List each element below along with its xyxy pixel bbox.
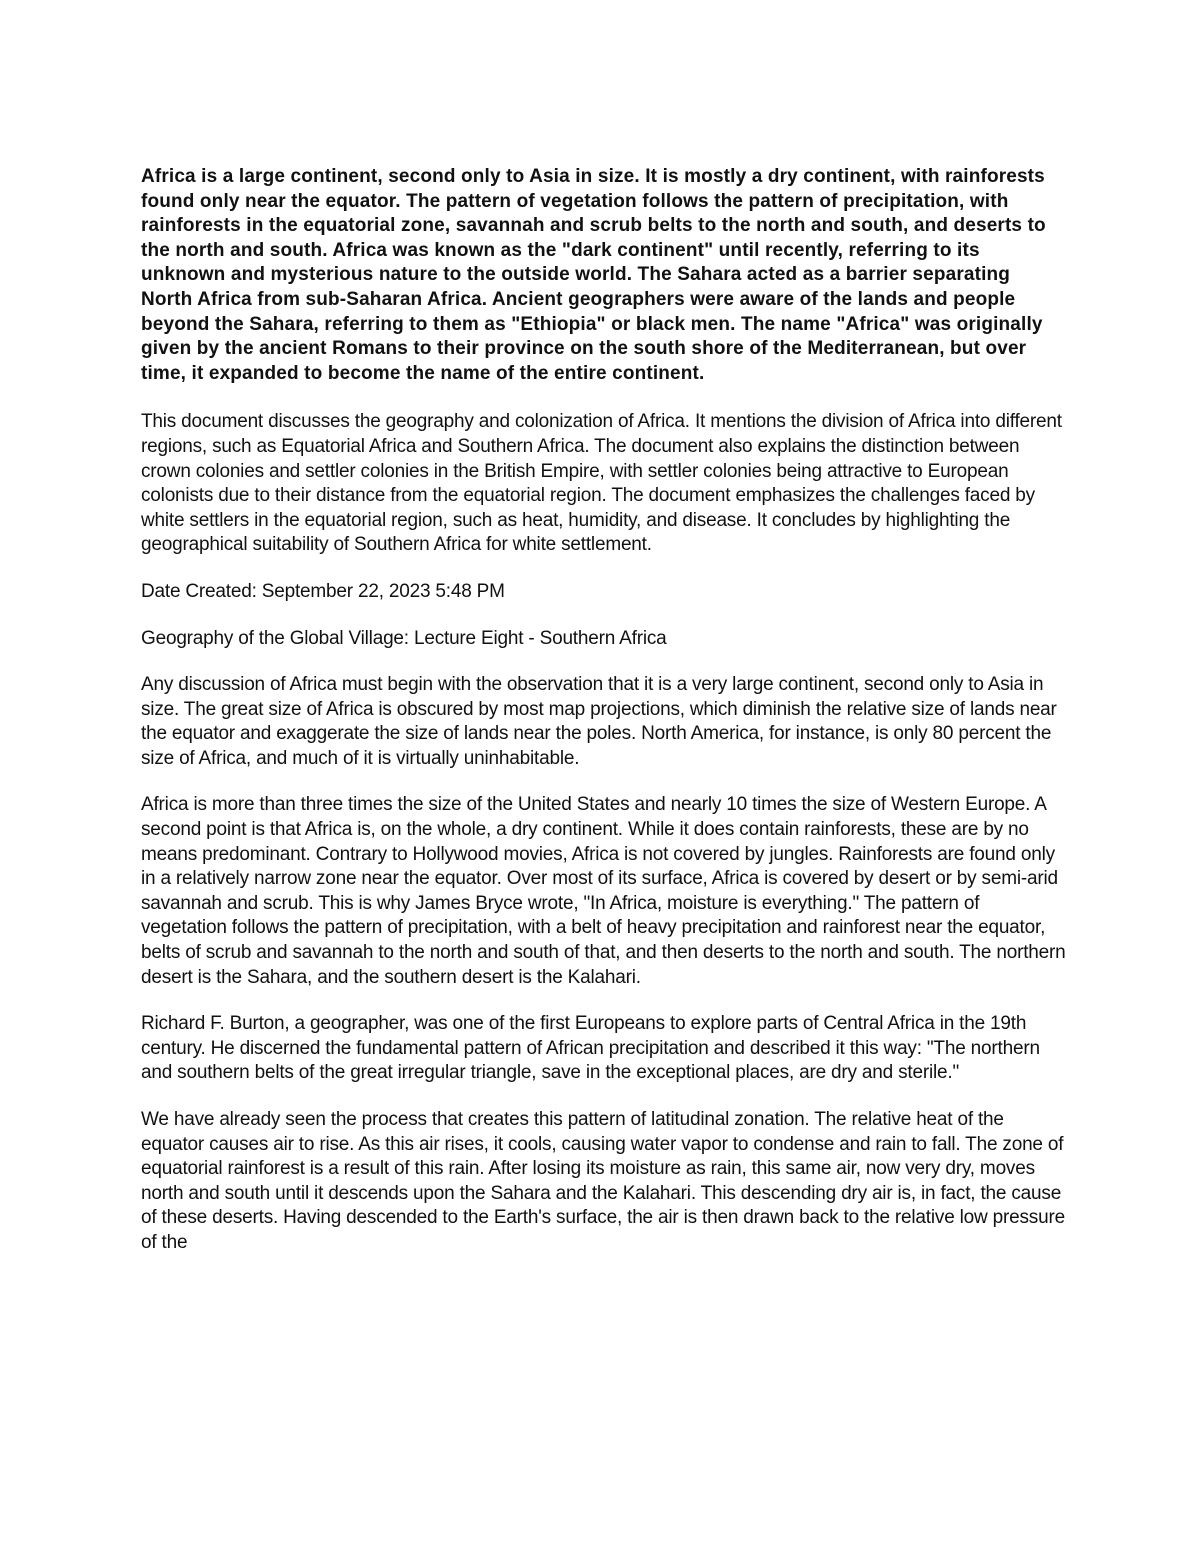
lecture-title: Geography of the Global Village: Lecture Eight - Southern Africa [141,627,667,649]
body-paragraph: Africa is more than three times the size of the United States and nearly 10 times the size of Western Europe. A second point is that Africa is, on the whole, a dry continent. While it does contain rainforests, these are by no means predominant. Contrary to Hollywood movies, Africa is not covered by jungles. Rainforests are found only in a relatively narrow zone near the equator. Over most of its surface, Africa is covered by desert or by semi-arid savannah and scrub. This is why James Bryce wrote, "In Africa, moisture is everything." The pattern of vegetation follows the pattern of precipitation, with a belt of heavy precipitation and rainforest near the equator, belts of scrub and savannah to the north and south of that, and then deserts to the north and south. The northern desert is the Sahara, and the southern desert is the Kalahari. [141,794,1066,988]
document-page [141,165,1066,1278]
body-paragraph: Richard F. Burton, a geographer, was one of the first Europeans to explore parts of Central Africa in the 19th century. He discerned the fundamental pattern of African precipitation and described it this way: "The northern and southern belts of the great irregular triangle, save in the exceptional places, are dry and sterile." [141,1013,1040,1084]
body-paragraph: Any discussion of Africa must begin with the observation that it is a very large continent, second only to Asia in size. The great size of Africa is obscured by most map projections, which diminish the relative size of lands near the equator and exaggerate the size of lands near the poles. North America, for instance, is only 80 percent the size of Africa, and much of it is virtually uninhabitable. [141,674,1057,769]
date-created: Date Created: September 22, 2023 5:48 PM [141,580,505,602]
body-paragraph: We have already seen the process that creates this pattern of latitudinal zonation. The relative heat of the equator causes air to rise. As this air rises, it cools, causing water vapor to condense and rain to fall. The zone of equatorial rainforest is a result of this rain. After losing its moisture as rain, this same air, now very dry, moves north and south until it descends upon the Sahara and the Kalahari. This descending dry air is, in fact, the cause of these deserts. Having descended to the Earth's surface, the air is then drawn back to the relative low pressure of the [141,1109,1065,1253]
summary-paragraph: Africa is a large continent, second only to Asia in size. It is mostly a dry continent, with rainforests found only near the equator. The pattern of vegetation follows the pattern of precipitation, with rainforests in the equatorial zone, savannah and scrub belts to the north and south, and deserts to the north and south. Africa was known as the "dark continent" until recently, referring to its unknown and mysterious nature to the outside world. The Sahara acted as a barrier separating North Africa from sub-Saharan Africa. Ancient geographers were aware of the lands and people beyond the Sahara, referring to them as "Ethiopia" or black men. The name "Africa" was originally given by the ancient Romans to their province on the south shore of the Mediterranean, but over time, it expanded to become the name of the entire continent. [141,166,1046,384]
description-paragraph: This document discusses the geography and colonization of Africa. It mentions the division of Africa into different regions, such as Equatorial Africa and Southern Africa. The document also explains the distinction between crown colonies and settler colonies in the British Empire, with settler colonies being attractive to European colonists due to their distance from the equatorial region. The document emphasizes the challenges faced by white settlers in the equatorial region, such as heat, humidity, and disease. It concludes by highlighting the geographical suitability of Southern Africa for white settlement. [141,411,1062,556]
